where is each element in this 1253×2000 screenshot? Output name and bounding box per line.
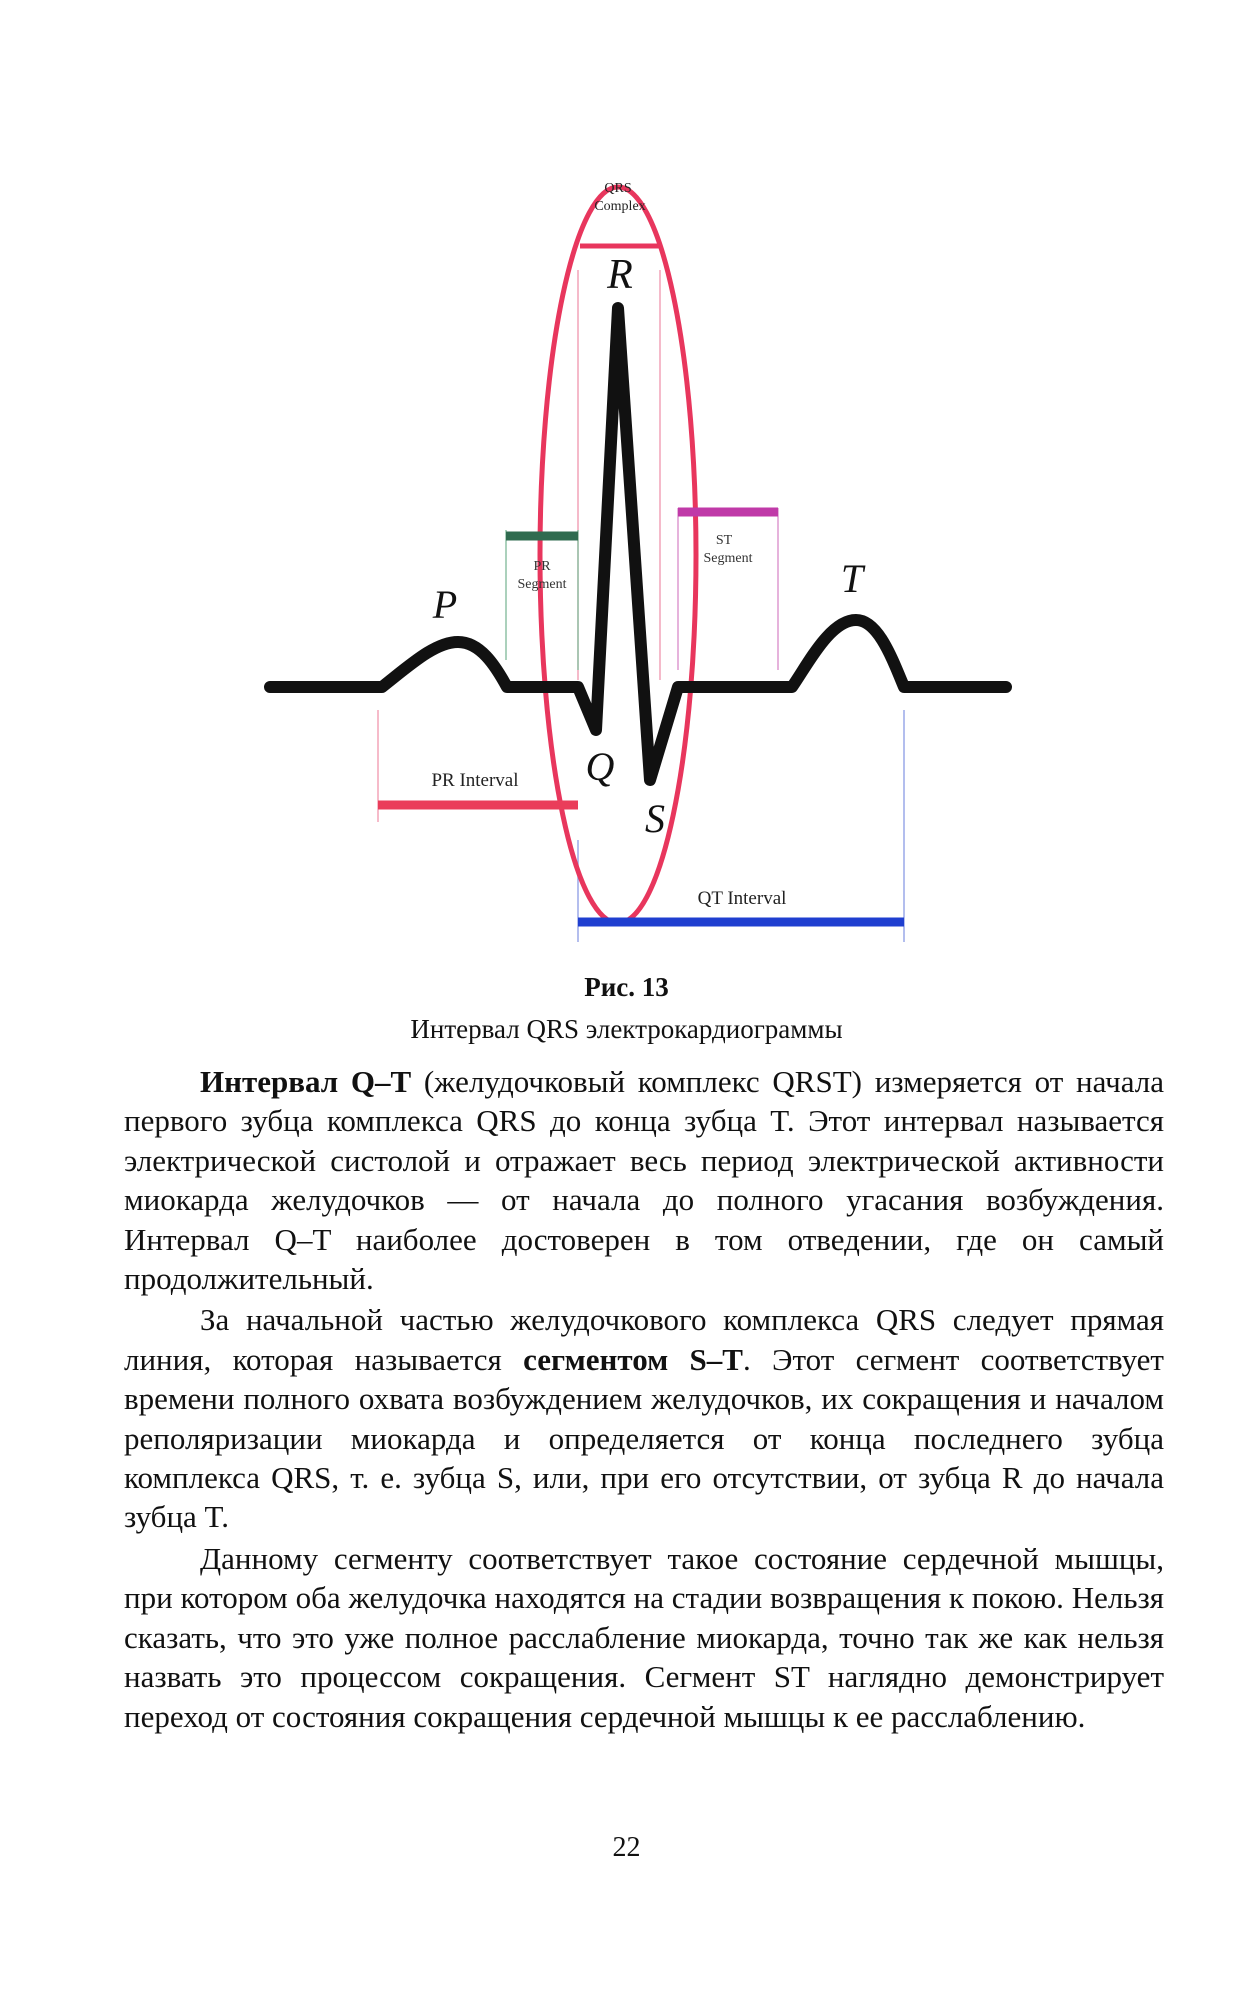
st-segment-label-1: ST bbox=[715, 533, 733, 548]
pr-segment-label-2: Segment bbox=[517, 577, 567, 592]
ecg-diagram bbox=[260, 150, 1030, 960]
wave-q-label: Q bbox=[585, 744, 615, 789]
st-segment-label-2: Segment bbox=[703, 551, 753, 566]
wave-t-label: T bbox=[840, 556, 864, 601]
ecg-trace bbox=[270, 308, 1006, 780]
figure-caption: Интервал QRS электрокардиограммы bbox=[410, 1014, 843, 1044]
wave-p-label: P bbox=[432, 582, 458, 627]
paragraph-2 bbox=[124, 1300, 1164, 1536]
paragraph-1-text: (желудочковый комплекс QRST) измеряется от начала первого зубца комплекса QRS до конца зубца T. Этот интервал называется электрической систолой и отражает весь период электрической активности миокарда желудочков — от начала до полного угасания возбуждения. Интервал Q–T наиболее достоверен в том отведении, где он самый продолжительный. bbox=[124, 1064, 1164, 1297]
qrs-complex-label-2: Complex bbox=[594, 199, 646, 214]
pr-segment-label-1: PR bbox=[533, 559, 551, 574]
paragraph-3 bbox=[124, 1539, 1164, 1736]
wave-r-label: R bbox=[607, 252, 633, 298]
paragraph-3-text: Данному сегменту соответствует такое состояние сердечной мышцы, при котором оба желудочка находятся на стадии возвращения к покою. Нельзя сказать, что это уже полное расслабление миокарда, точно так же как нельзя назвать это процессом сокращения. Сегмент ST наглядно демонстрирует переход от состояния сокращения сердечной мышцы к ее расслаблению. bbox=[124, 1540, 1164, 1734]
paragraph-2-text-after: . Этот сегмент соответствует времени полного охвата возбуждением желудочков, их сокращения и началом реполяризации миокарда и определяется от конца последнего зубца комплекса QRS, т. е. зубца S, или, при его отсутствии, от зубца R до начала зубца T. bbox=[124, 1341, 1164, 1535]
paragraph-1 bbox=[124, 1062, 1164, 1298]
qt-interval-label: QT Interval bbox=[697, 888, 787, 909]
pr-interval-label: PR Interval bbox=[431, 770, 519, 791]
figure-number: Рис. 13 bbox=[584, 972, 669, 1002]
paragraph-2-text-before: За начальной частью желудочкового комплекса QRS следует прямая линия, которая называется bbox=[124, 1302, 1164, 1377]
wave-s-label: S bbox=[645, 796, 665, 841]
ecg-figure bbox=[260, 150, 1030, 960]
paragraph-2-term: сегментом S–T bbox=[523, 1341, 743, 1377]
page-number: 22 bbox=[612, 1832, 641, 1863]
paragraph-1-term: Интервал Q–T bbox=[200, 1064, 412, 1099]
qrs-complex-label-1: QRS bbox=[604, 181, 632, 196]
body-text bbox=[124, 1062, 1164, 1736]
